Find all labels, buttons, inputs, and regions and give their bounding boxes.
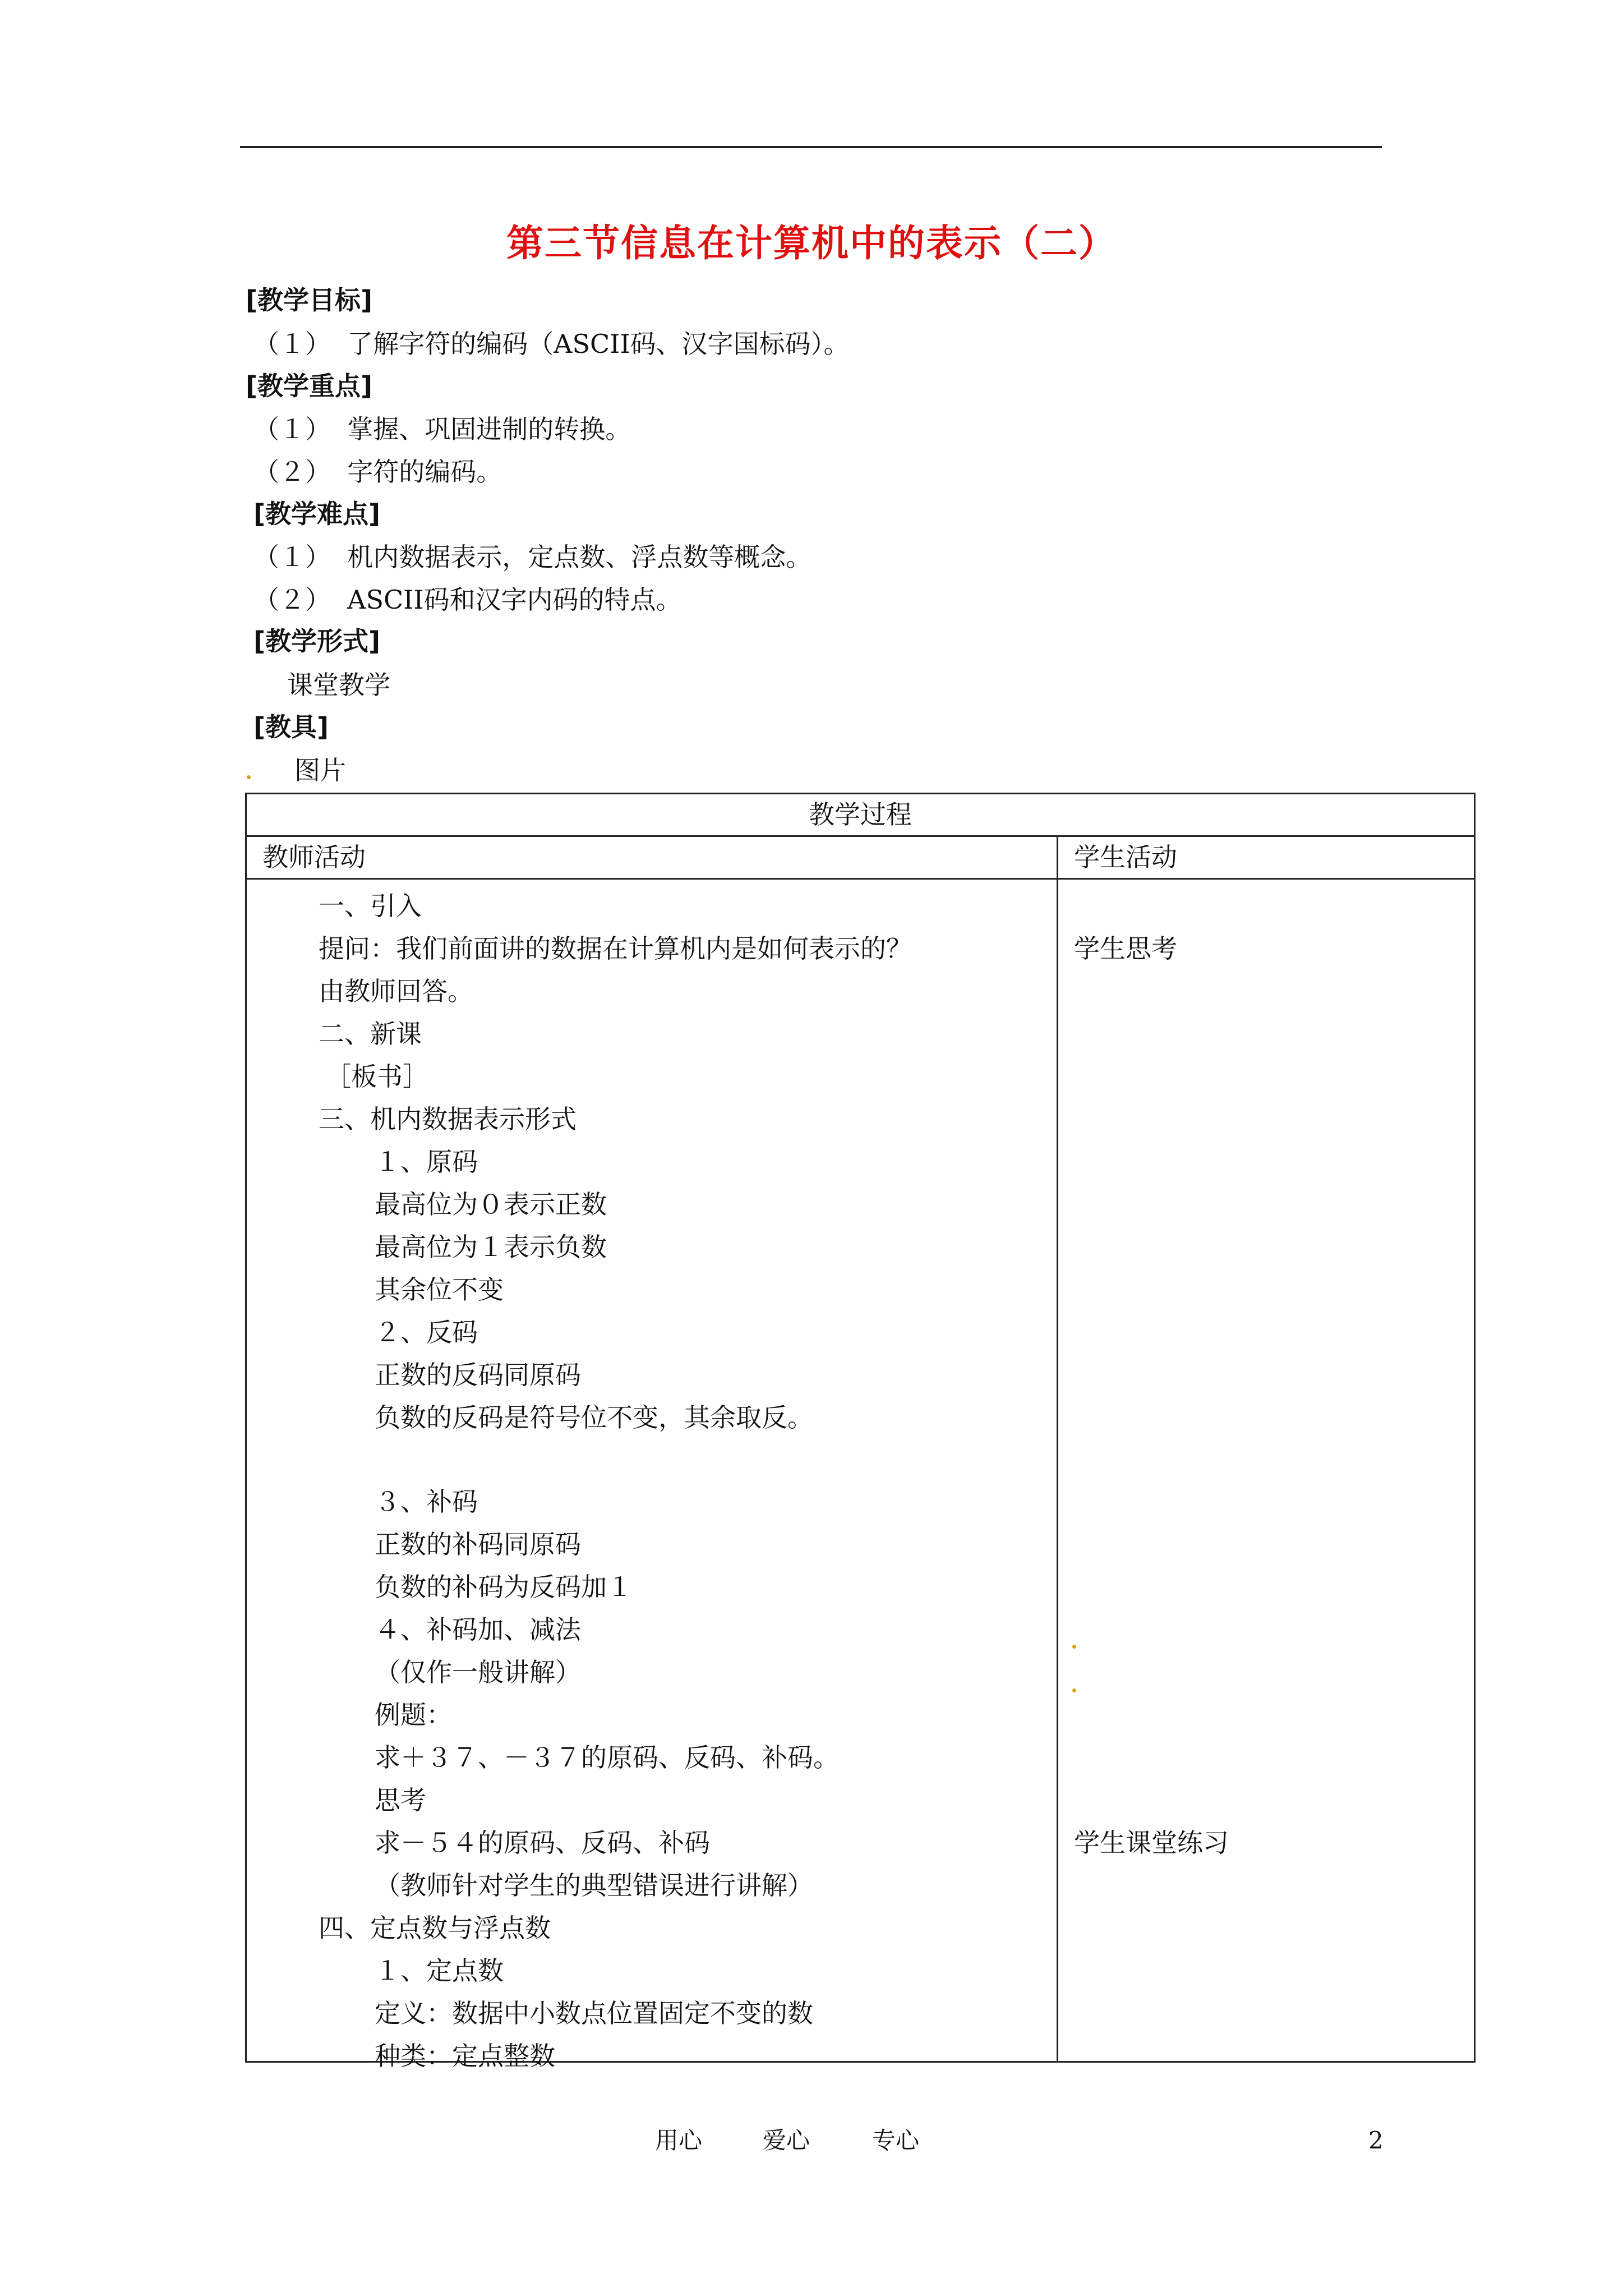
teacher-activity-header: 教师活动 xyxy=(246,836,1058,879)
objectives-item-1: （１） 了解字符的编码（ASCII码、汉字国标码）。 xyxy=(253,329,850,359)
difficult-point-2: （２） ASCII码和汉字内码的特点。 xyxy=(253,585,682,615)
teacher-line: ［板书］ xyxy=(325,1061,428,1092)
teacher-line: （仅作一般讲解） xyxy=(375,1657,581,1687)
teacher-line: １、定点数 xyxy=(375,1955,504,1986)
key-point-1: （１） 掌握、巩固进制的转换。 xyxy=(253,414,631,444)
teacher-line: （教师针对学生的典型错误进行讲解） xyxy=(375,1870,813,1901)
teaching-form-heading: [教学形式] xyxy=(253,626,381,656)
page-number: 2 xyxy=(1368,2127,1384,2154)
teacher-line: 三、机内数据表示形式 xyxy=(319,1104,577,1134)
key-point-2: （２） 字符的编码。 xyxy=(253,457,502,487)
difficult-point-1: （１） 机内数据表示，定点数、浮点数等概念。 xyxy=(253,542,812,572)
teacher-line: 正数的补码同原码 xyxy=(375,1529,581,1559)
teacher-line: 求－５４的原码、反码、补码 xyxy=(375,1828,710,1858)
teacher-line: １、原码 xyxy=(375,1147,478,1177)
student-line: 学生课堂练习 xyxy=(1074,1828,1229,1858)
teacher-line: 种类：定点整数 xyxy=(375,2041,555,2071)
teacher-line: ４、补码加、减法 xyxy=(375,1614,581,1645)
teaching-tools-text: 图片 xyxy=(294,755,346,785)
table-caption: 教学过程 xyxy=(246,794,1475,836)
teacher-line: 由教师回答。 xyxy=(319,976,473,1006)
teacher-line: ２、反码 xyxy=(375,1317,478,1347)
teacher-line: 四、定点数与浮点数 xyxy=(319,1913,551,1943)
teacher-line: ３、补码 xyxy=(375,1487,478,1517)
page-title: 第三节信息在计算机中的表示（二） xyxy=(506,222,1117,265)
scan-speck xyxy=(1072,1645,1076,1649)
teacher-line: 例题： xyxy=(375,1700,452,1730)
teacher-line: 二、新课 xyxy=(319,1019,422,1049)
teacher-line: 正数的反码同原码 xyxy=(375,1360,581,1390)
teacher-line: 提问：我们前面讲的数据在计算机内是如何表示的？ xyxy=(319,933,912,964)
student-activity-cell xyxy=(1058,879,1475,2062)
key-points-heading: [教学重点] xyxy=(246,371,373,401)
teacher-line: 其余位不变 xyxy=(375,1274,504,1305)
teacher-line: 最高位为０表示正数 xyxy=(375,1189,607,1220)
teacher-activity-cell xyxy=(246,879,1058,2071)
header-rule xyxy=(240,146,1382,148)
teaching-process-table xyxy=(245,793,1476,2071)
scan-speck xyxy=(247,775,251,779)
teacher-line: 思考 xyxy=(375,1785,426,1815)
teacher-line: 求＋３７、－３７的原码、反码、补码。 xyxy=(375,1742,839,1773)
footer-motto-3: 专心 xyxy=(872,2127,920,2154)
teacher-line: 负数的补码为反码加１ xyxy=(375,1572,633,1602)
footer-motto-2: 爱心 xyxy=(763,2127,810,2154)
scan-speck xyxy=(1072,1688,1076,1692)
student-line: 学生思考 xyxy=(1074,933,1177,964)
teacher-line: 定义：数据中小数点位置固定不变的数 xyxy=(375,1998,813,2028)
teacher-line: 一、引入 xyxy=(319,891,422,921)
student-activity-header: 学生活动 xyxy=(1058,836,1475,879)
teacher-line: 最高位为１表示负数 xyxy=(375,1232,607,1262)
teaching-form-text: 课堂教学 xyxy=(287,670,390,700)
teacher-line: 负数的反码是符号位不变，其余取反。 xyxy=(375,1402,813,1433)
footer-motto-1: 用心 xyxy=(655,2127,703,2154)
objectives-heading: [教学目标] xyxy=(246,285,373,315)
difficult-points-heading: [教学难点] xyxy=(253,499,381,529)
teaching-tools-heading: [教具] xyxy=(253,712,329,742)
